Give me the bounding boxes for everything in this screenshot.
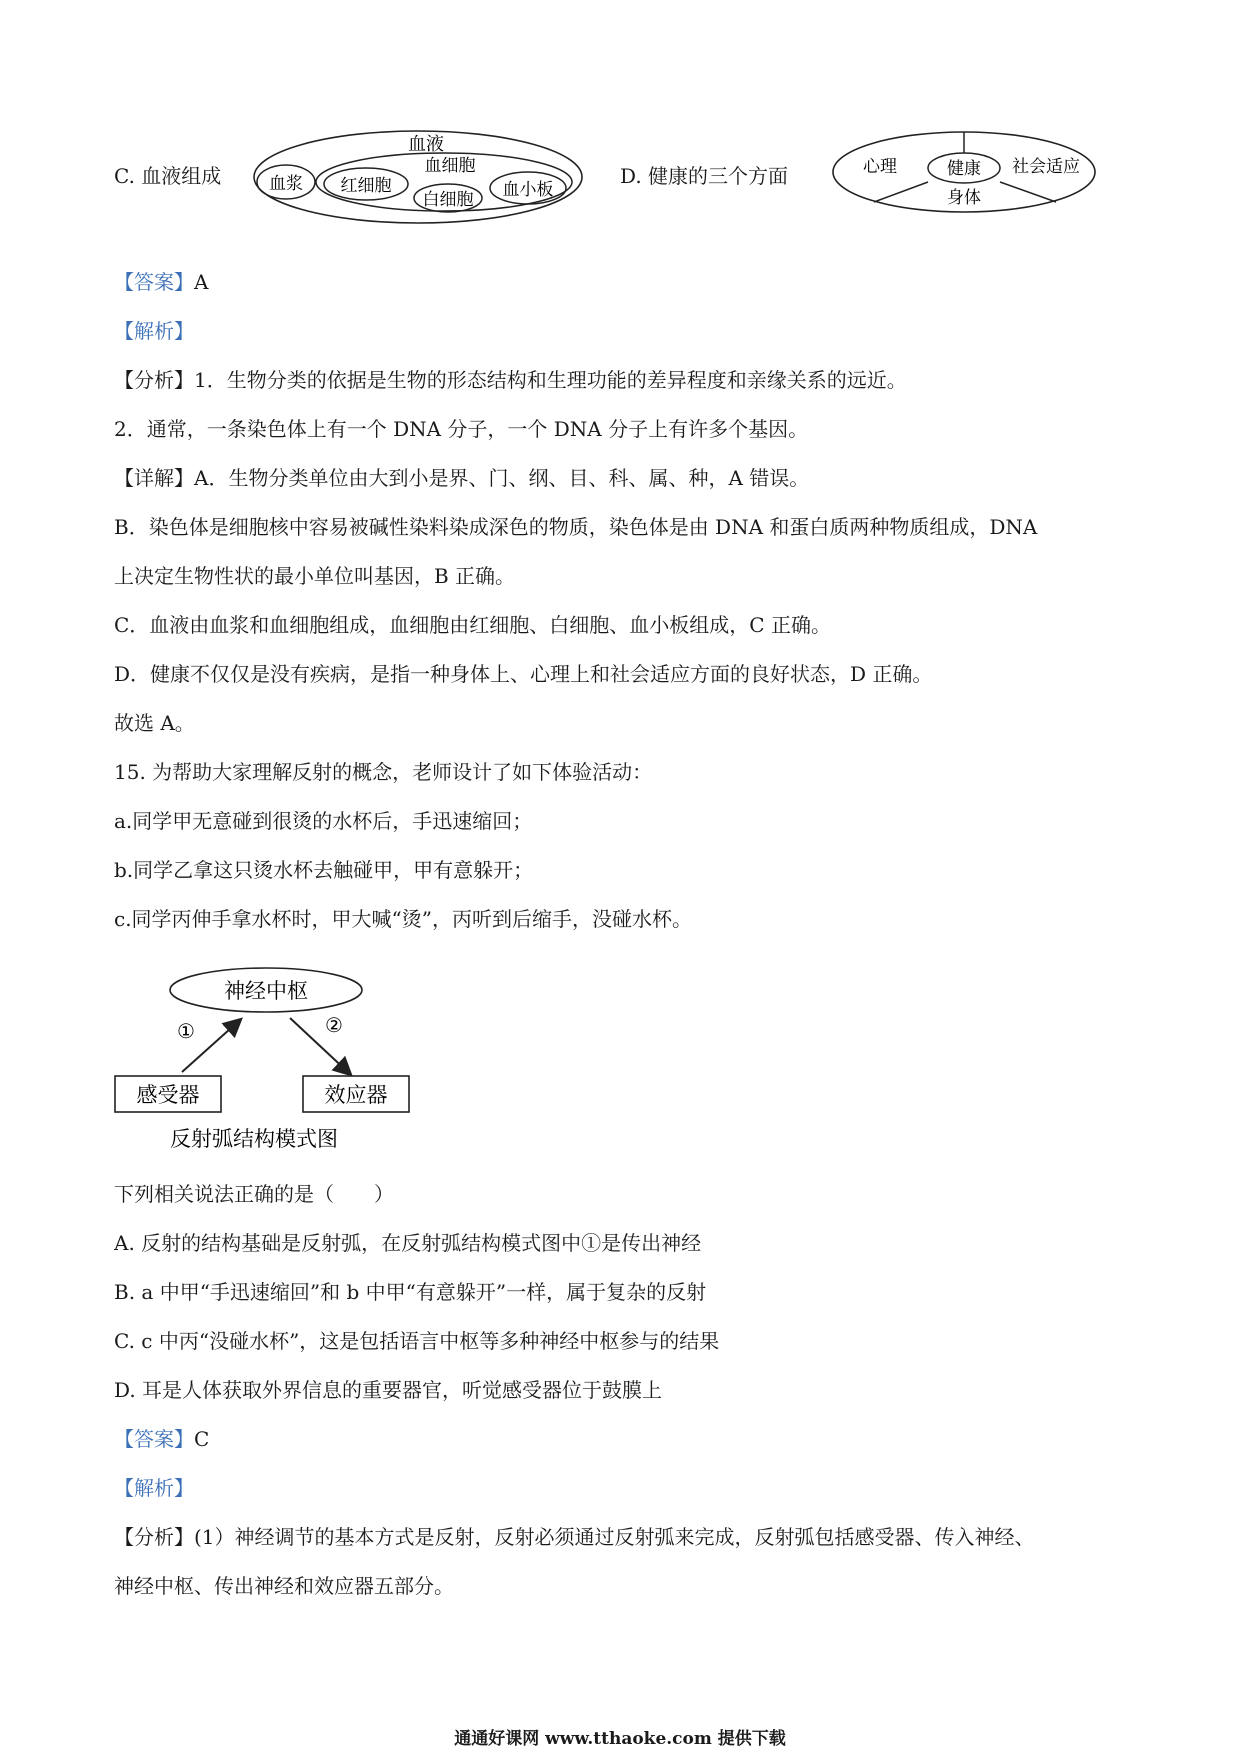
analysis-line: 【分析】(1）神经调节的基本方式是反射，反射必须通过反射弧来完成，反射弧包括感受器、传入神经、 <box>114 1525 1035 1549</box>
answer-value: C <box>194 1427 210 1451</box>
diagram-caption: 反射弧结构模式图 <box>170 1127 338 1151</box>
receptor-label: 感受器 <box>136 1083 200 1107</box>
analysis-line: C．血液由血浆和血细胞组成，血细胞由红细胞、白细胞、血小板组成，C 正确。 <box>114 613 831 637</box>
wbc-label: 白细胞 <box>422 190 474 210</box>
rbc-label: 红细胞 <box>340 176 392 196</box>
analysis-line: 【详解】A．生物分类单位由大到小是界、门、纲、目、科、属、种，A 错误。 <box>114 466 810 490</box>
analysis-line: 上决定生物性状的最小单位叫基因，B 正确。 <box>114 564 516 588</box>
q15-option-a: A. 反射的结构基础是反射弧，在反射弧结构模式图中①是传出神经 <box>114 1231 702 1255</box>
answer-tag: 【答案】 <box>114 270 194 294</box>
health-center-label: 健康 <box>947 159 981 179</box>
analysis-tag: 【解析】 <box>114 319 194 343</box>
psychology-label: 心理 <box>863 157 897 177</box>
footer-source: 通通好课网 www.tthaoke.com 提供下载 <box>454 1729 786 1749</box>
analysis-line: D．健康不仅仅是没有疾病，是指一种身体上、心理上和社会适应方面的良好状态，D 正确。 <box>114 662 933 686</box>
answer-15 <box>114 1425 209 1453</box>
q15-prompt: 下列相关说法正确的是（ ） <box>114 1182 394 1206</box>
option-d-label: D. 健康的三个方面 <box>620 164 789 188</box>
q15-option-c: C. c 中丙“没碰水杯”，这是包括语言中枢等多种神经中枢参与的结果 <box>114 1329 720 1353</box>
nerve-center-label: 神经中枢 <box>224 979 308 1003</box>
analysis-line: B．染色体是细胞核中容易被碱性染料染成深色的物质，染色体是由 DNA 和蛋白质两种物质组成，DNA <box>114 515 1038 539</box>
q15-item: a.同学甲无意碰到很烫的水杯后，手迅速缩回； <box>114 809 533 833</box>
arrow-2-label: ② <box>325 1013 343 1037</box>
analysis-line: 故选 A。 <box>114 711 195 735</box>
q15-option-b: B. a 中甲“手迅速缩回”和 b 中甲“有意躲开”一样，属于复杂的反射 <box>114 1280 707 1304</box>
platelet-label: 血小板 <box>502 180 554 200</box>
blood-cells-label: 血细胞 <box>424 156 476 176</box>
plasma-label: 血浆 <box>269 174 303 194</box>
social-adaptation-label: 社会适应 <box>1012 157 1080 177</box>
effector-label: 效应器 <box>324 1083 388 1107</box>
analysis-line: 2．通常，一条染色体上有一个 DNA 分子，一个 DNA 分子上有许多个基因。 <box>114 417 809 441</box>
option-c-label: C. 血液组成 <box>114 164 222 188</box>
analysis-line: 【分析】1．生物分类的依据是生物的形态结构和生理功能的差异程度和亲缘关系的远近。 <box>114 368 907 392</box>
q15-item: c.同学丙伸手拿水杯时，甲大喊“烫”，丙听到后缩手，没碰水杯。 <box>114 907 693 931</box>
q15-item: b.同学乙拿这只烫水杯去触碰甲，甲有意躲开； <box>114 858 534 882</box>
analysis-tag: 【解析】 <box>114 1476 194 1500</box>
arrow-1-label: ① <box>177 1019 195 1043</box>
blood-label: 血液 <box>408 134 444 155</box>
answer-value: A <box>194 270 209 294</box>
answer-tag: 【答案】 <box>114 1427 194 1451</box>
body-label: 身体 <box>947 188 981 208</box>
reflex-arc-diagram <box>110 960 430 1160</box>
health-aspects-diagram <box>830 130 1100 220</box>
answer-14 <box>114 268 208 296</box>
q15-stem: 15. 为帮助大家理解反射的概念，老师设计了如下体验活动： <box>114 760 653 784</box>
blood-composition-diagram <box>250 126 590 226</box>
analysis-line: 神经中枢、传出神经和效应器五部分。 <box>114 1574 454 1598</box>
q15-option-d: D. 耳是人体获取外界信息的重要器官，听觉感受器位于鼓膜上 <box>114 1378 663 1402</box>
